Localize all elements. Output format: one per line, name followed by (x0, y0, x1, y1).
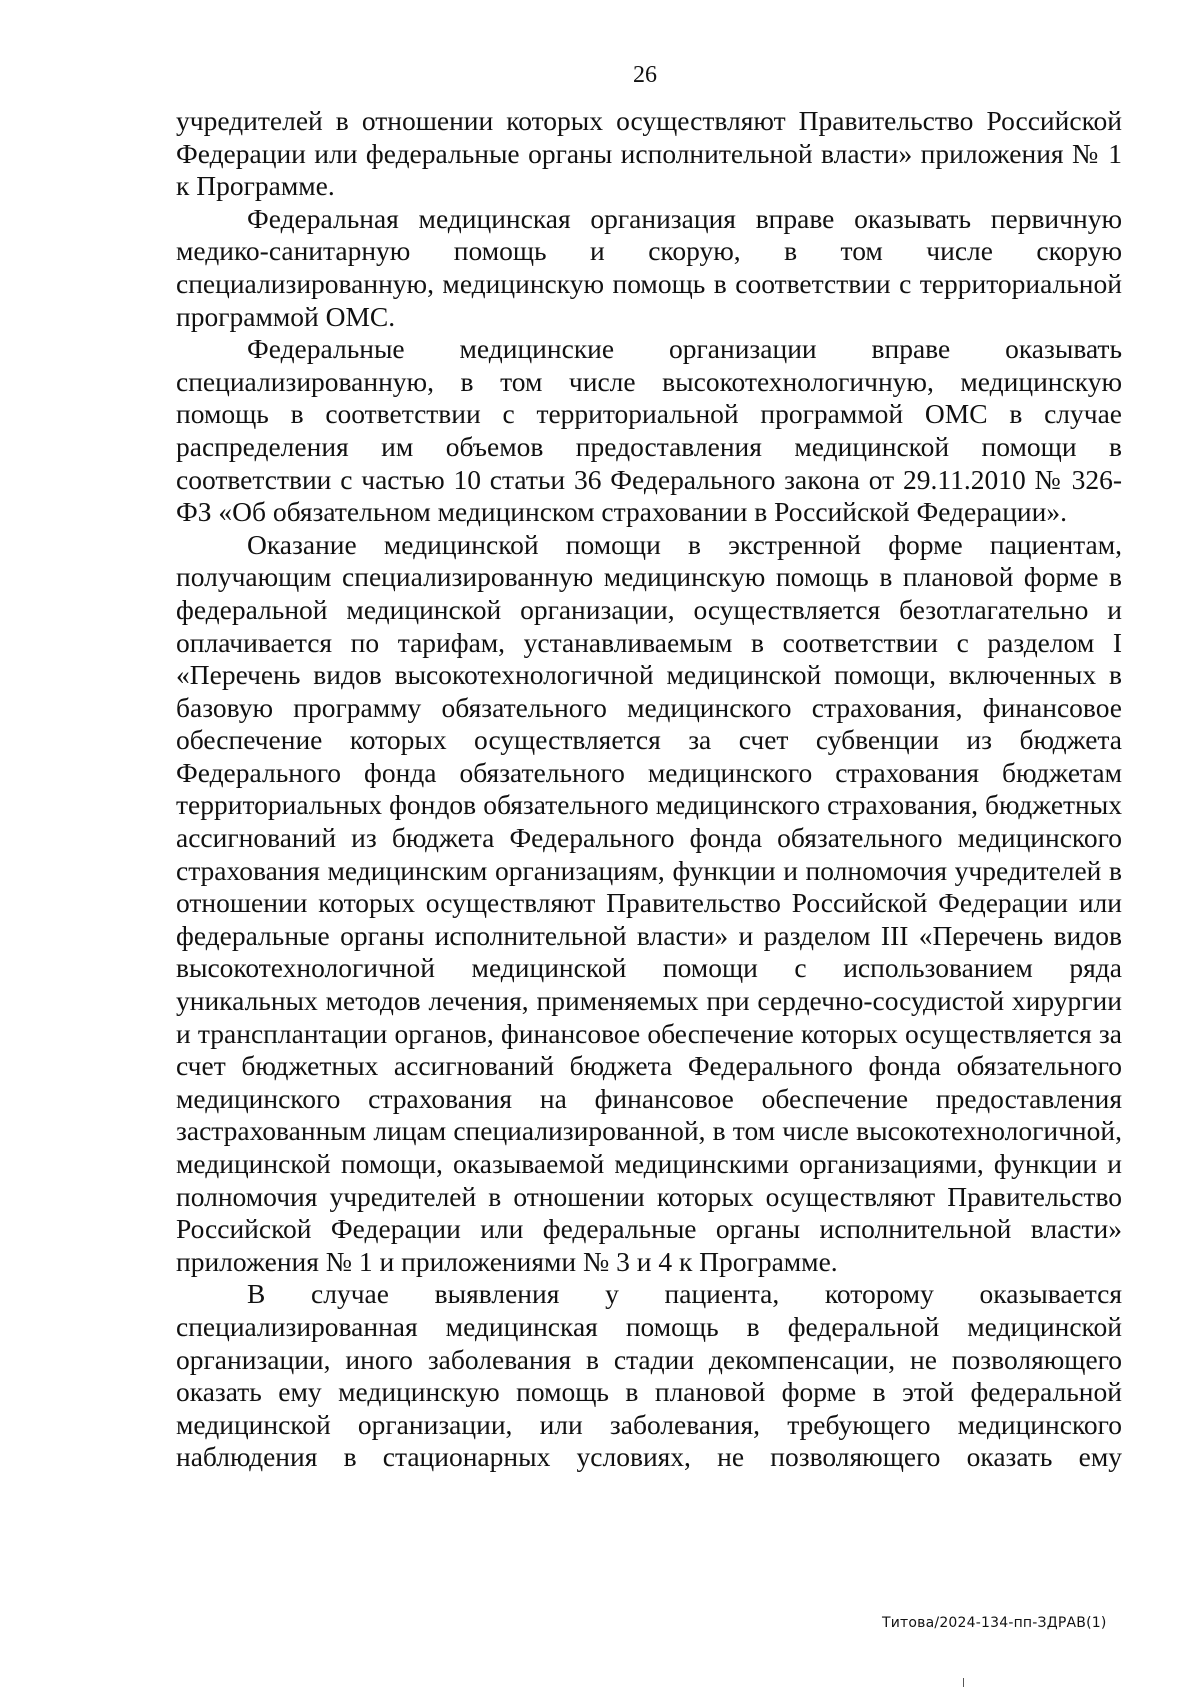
paragraph-5: В случае выявления у пациента, которому оказывается специализированная медицинская помощь в федеральной медицинской организации, иного заболевания в стадии декомпенсации, не позволяющего оказать ему медицинскую помощь в плановой форме в этой федеральной медицинской организации, или заболевания, требующего медицинского наблюдения в стационарных условиях, не позволяющего оказать ему (176, 1278, 1122, 1473)
paragraph-1: учредителей в отношении которых осуществляют Правительство Российской Федерации или федеральные органы исполнительной власти» приложения № 1 к Программе. (176, 105, 1122, 202)
document-body (176, 105, 1122, 1474)
document-footer-id: Титова/2024-134-пп-ЗДРАВ(1) (882, 1615, 1107, 1631)
paragraph-4: Оказание медицинской помощи в экстренной форме пациентам, получающим специализированную медицинскую помощь в плановой форме в федеральной медицинской организации, осуществляется безотлагательно и оплачивается по тарифам, устанавливаемым в соответствии с разделом I «Перечень видов высокотехнологичной медицинской помощи, включенных в базовую программу обязательного медицинского страхования, финансовое обеспечение которых осуществляется за счет субвенции из бюджета Федерального фонда обязательного медицинского страхования бюджетам территориальных фондов обязательного медицинского страхования, бюджетных ассигнований из бюджета Федерального фонда обязательного медицинского страхования медицинским организациям, функции и полномочия учредителей в отношении которых осуществляют Правительство Российской Федерации или федеральные органы исполнительной власти» и разделом III «Перечень видов высокотехнологичной медицинской помощи с использованием ряда уникальных методов лечения, применяемых при сердечно-сосудистой хирургии и трансплантации органов, финансовое обеспечение которых осуществляется за счет бюджетных ассигнований бюджета Федерального фонда обязательного медицинского страхования на финансовое обеспечение предоставления застрахованным лицам специализированной, в том числе высокотехнологичной, медицинской помощи, оказываемой медицинскими организациями, функции и полномочия учредителей в отношении которых осуществляют Правительство Российской Федерации или федеральные органы исполнительной власти» приложения № 1 и приложениями № 3 и 4 к Программе. (176, 528, 1122, 1277)
paragraph-2: Федеральная медицинская организация вправе оказывать первичную медико-санитарную помощь и скорую, в том числе скорую специализированную, медицинскую помощь в соответствии с территориальной программой ОМС. (176, 202, 1122, 332)
page-number: 26 (633, 62, 657, 88)
scan-mark (963, 1678, 964, 1687)
paragraph-3: Федеральные медицинские организации вправе оказывать специализированную, в том числе высокотехнологичную, медицинскую помощь в соответствии с территориальной программой ОМС в случае распределения им объемов предоставления медицинской помощи в соответствии с частью 10 статьи 36 Федерального закона от 29.11.2010 № 326-ФЗ «Об обязательном медицинском страховании в Российской Федерации». (176, 333, 1122, 528)
